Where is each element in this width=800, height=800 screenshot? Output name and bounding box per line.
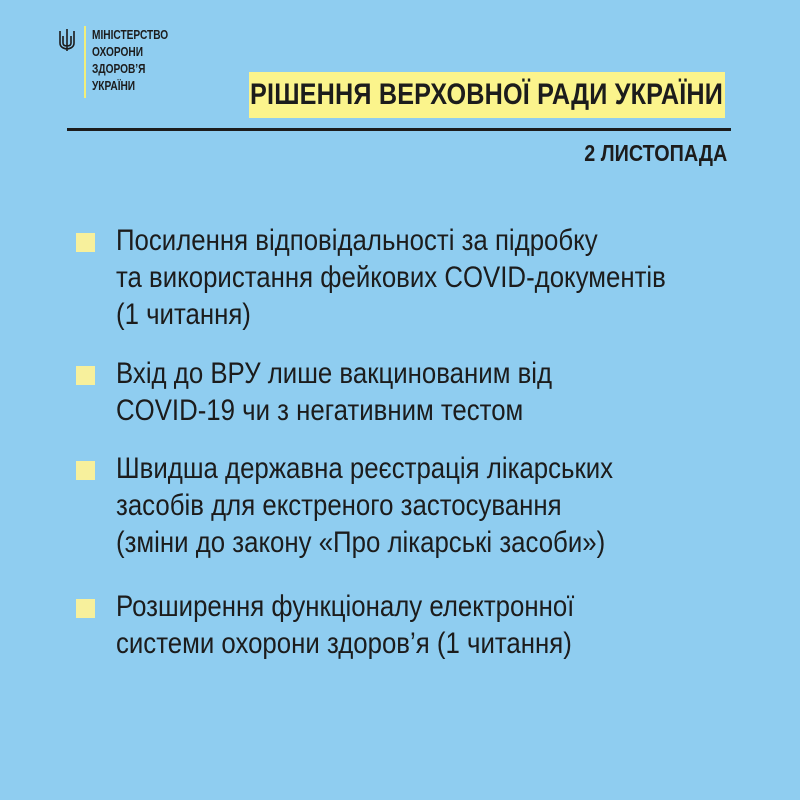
ministry-name-line: ЗДОРОВ’Я xyxy=(92,61,146,76)
list-item-text: Вхід до ВРУ лише вакцинованим від COVID-19 чи з негативним тестом xyxy=(116,357,553,427)
logo-divider xyxy=(84,26,86,98)
list-item-text: Швидша державна реєстрація лікарських засобів для екстреного застосування (зміни до закону «Про лікарські засоби») xyxy=(116,452,614,559)
page-title: РІШЕННЯ ВЕРХОВНОЇ РАДИ УКРАЇНИ xyxy=(250,78,724,111)
trident-icon xyxy=(58,28,76,52)
bullet-square xyxy=(76,599,95,618)
ministry-name-line: МІНІСТЕРСТВО xyxy=(92,27,169,42)
page-title-banner xyxy=(249,72,725,118)
bullet-square xyxy=(76,366,95,385)
header-divider xyxy=(67,128,731,131)
ministry-logo xyxy=(58,26,190,98)
bullet-square xyxy=(76,461,95,480)
list-item-text: Посилення відповідальності за підробку та використання фейкових COVID-документів (1 читання) xyxy=(116,224,666,331)
list-item-text: Розширення функціоналу електронної системи охорони здоров’я (1 читання) xyxy=(116,590,575,660)
date-label: 2 ЛИСТОПАДА xyxy=(584,140,727,166)
ministry-name xyxy=(92,26,168,94)
ministry-name-line: ОХОРОНИ xyxy=(92,44,144,59)
bullet-square xyxy=(76,233,95,252)
ministry-name-line: УКРАЇНИ xyxy=(92,78,136,93)
